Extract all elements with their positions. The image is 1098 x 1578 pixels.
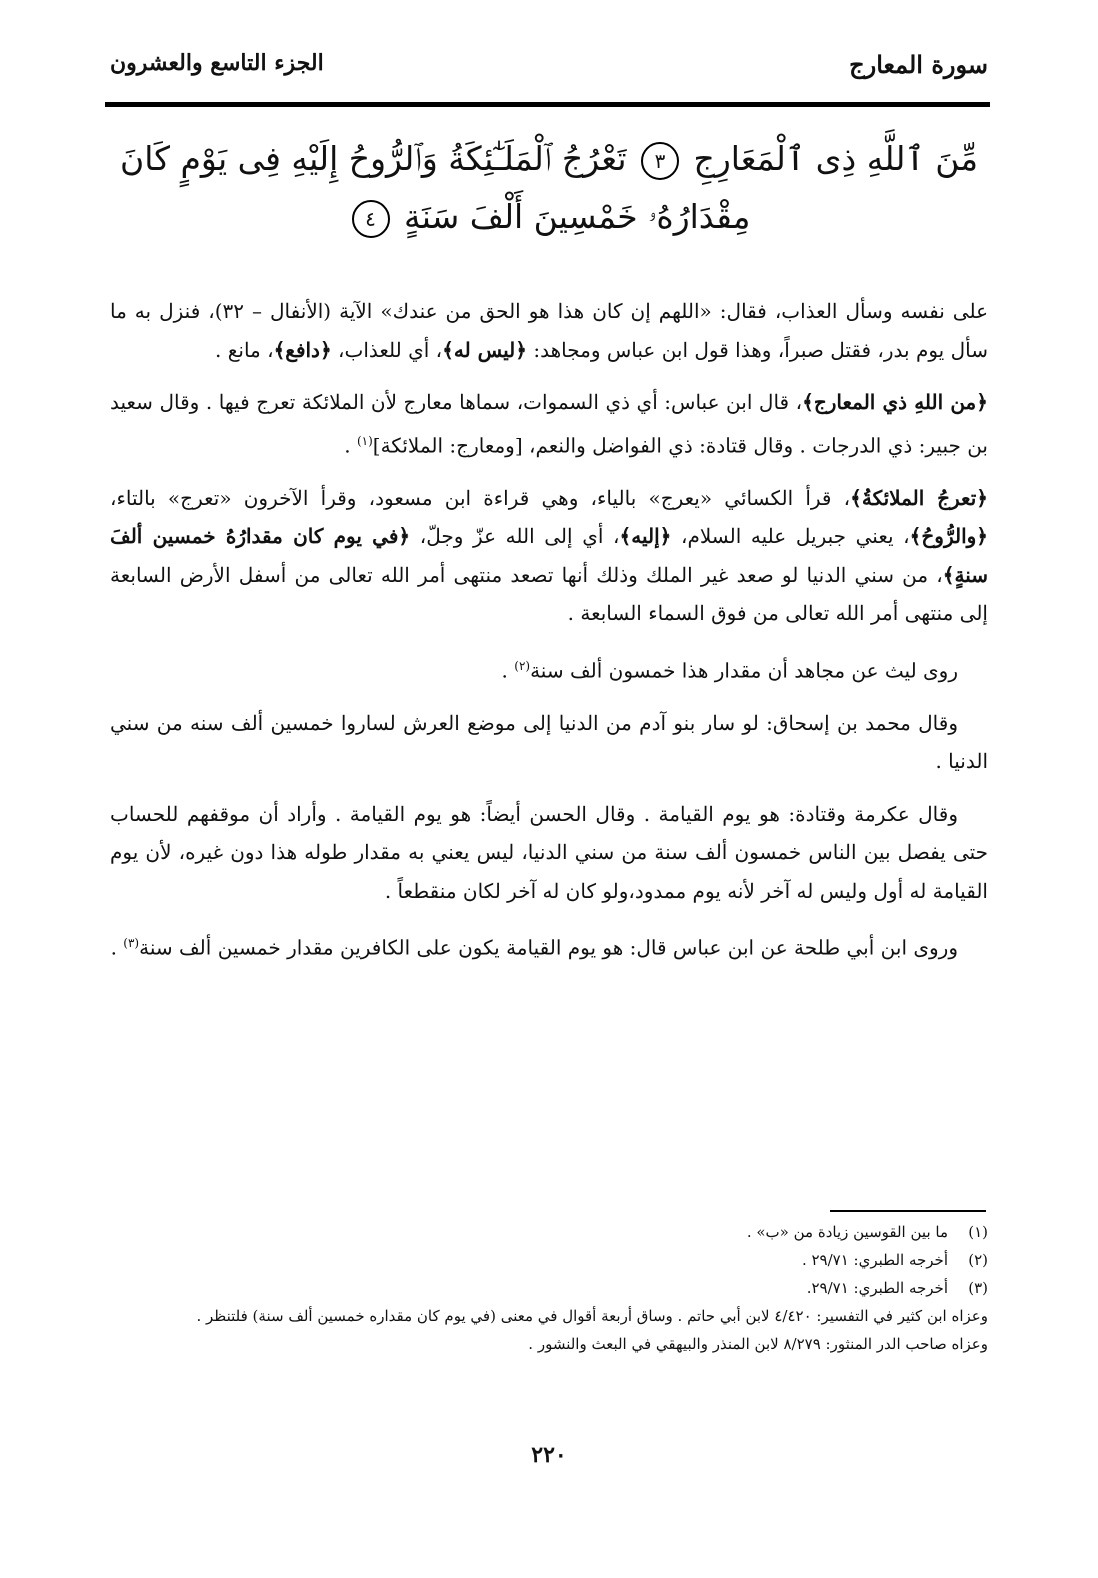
verse-end-marker-3: ٣ bbox=[641, 142, 679, 180]
footnote-number: (٣) bbox=[968, 1279, 988, 1297]
footnote-ref[interactable]: (٣) bbox=[123, 936, 140, 951]
running-header bbox=[110, 50, 988, 90]
verse-end-marker-4: ٤ bbox=[352, 200, 390, 238]
footnote-1 bbox=[110, 1218, 988, 1246]
text: ، أي إلى الله عزّ وجلّ، bbox=[410, 524, 620, 549]
text: ، من سني الدنيا لو صعد غير الملك وذلك أنها تصعد منتهى أمر الله تعالى من أسفل الأرض السابعة إلى منتهى أمر الله تعالى من فوق السماء السابعة . bbox=[110, 562, 988, 626]
tafsir-body bbox=[110, 292, 988, 981]
text: وروى ابن أبي طلحة عن ابن عباس قال: هو يوم القيامة يكون على الكافرين مقدار خمسين ألف سنة bbox=[139, 935, 958, 960]
quran-quote: ﴿والرُّوحُ﴾ bbox=[909, 524, 989, 549]
footnote-ref[interactable]: (٢) bbox=[514, 658, 531, 673]
footnote-2 bbox=[110, 1246, 988, 1274]
quran-verse bbox=[110, 130, 988, 246]
paragraph-5 bbox=[110, 704, 988, 781]
verse-text-2: تَعْرُجُ ٱلْمَلَـٰٓئِكَةُ وَٱلرُّوحُ إِلَيْهِ فِى يَوْمٍ كَانَ مِقْدَارُهُۥ خَمْسِينَ أَلْفَ سَنَةٍ bbox=[119, 139, 751, 236]
footnote-extra-1: وعزاه ابن كثير في التفسير: ٤/٤٢٠ لابن أبي حاتم . وساق أربعة أقوال في معنى (في يوم كان مقداره خمسين ألف سنة) فلتنظر . bbox=[196, 1307, 988, 1325]
paragraph-2 bbox=[110, 383, 988, 465]
paragraph-3 bbox=[110, 479, 988, 633]
quran-quote: ﴿ليس له﴾ bbox=[442, 337, 527, 362]
text: ، يعني جبريل عليه السلام، bbox=[671, 524, 910, 549]
text: ، مانع . bbox=[215, 337, 274, 362]
text: . bbox=[110, 935, 124, 960]
paragraph-6 bbox=[110, 795, 988, 911]
verse-text-1: مِّنَ ٱللَّهِ ذِى ٱلْمَعَارِجِ bbox=[693, 139, 978, 178]
text: ، أي للعذاب، bbox=[331, 337, 443, 362]
footnote-rule bbox=[830, 1210, 986, 1212]
surah-title: سورة المعارج bbox=[849, 50, 988, 79]
text: روى ليث عن مجاهد أن مقدار هذا خمسون ألف سنة bbox=[530, 658, 958, 683]
footnote-text: أخرجه الطبري: ٢٩/٧١ . bbox=[801, 1251, 948, 1269]
text: وقال عكرمة وقتادة: هو يوم القيامة . وقال الحسن أيضاً: هو يوم القيامة . وأراد أن موقفهم للحساب حتى يفصل بين الناس خمسون ألف سنة من سني الدنيا، ليس يعني به مقدار طوله هذا دون غيره، لأن يوم القيامة له أول وليس له آخر لأنه يوم ممدود،ولو كان له آخر لكان منقطعاً . bbox=[110, 801, 988, 903]
part-title: الجزء التاسع والعشرون bbox=[110, 50, 324, 76]
text: . bbox=[344, 433, 357, 458]
text: ، قرأ الكسائي «يعرج» بالياء، وهي قراءة ابن مسعود، وقرأ الآخرون «تعرج» بالتاء، bbox=[110, 485, 851, 510]
footnote-extra-2: وعزاه صاحب الدر المنثور: ٨/٢٧٩ لابن المنذر والبيهقي في البعث والنشور . bbox=[528, 1335, 988, 1353]
footnotes bbox=[110, 1218, 988, 1358]
footnote-ref[interactable]: (١) bbox=[356, 433, 373, 448]
text: ، قال ابن عباس: أي ذي السموات، سماها معارج لأن الملائكة تعرج فيها . وقال سعيد بن جبير: ذي الدرجات . وقال قتادة: ذي الفواضل والنعم، [ومعارج: الملائكة] bbox=[110, 390, 988, 458]
paragraph-4 bbox=[110, 647, 988, 690]
text: على نفسه وسأل العذاب، فقال: «اللهم إن كان هذا هو الحق من عندك» الآية (الأنفال – ٣٢)، فنزل به ما سأل يوم بدر، فقتل صبراً، وهذا قول ابن عباس ومجاهد: bbox=[110, 299, 988, 362]
footnote-text: أخرجه الطبري: ٢٩/٧١. bbox=[806, 1279, 948, 1297]
footnote-number: (١) bbox=[968, 1223, 988, 1241]
quran-quote: ﴿في يوم كان مقدارُهُ خمسين ألفَ سنةٍ﴾ bbox=[110, 524, 988, 587]
footnote-3 bbox=[110, 1274, 988, 1302]
text: . bbox=[501, 658, 515, 683]
page-number: ٢٢٠ bbox=[531, 1442, 567, 1468]
quran-quote: ﴿تعرجُ الملائكةُ﴾ bbox=[850, 485, 988, 510]
paragraph-7 bbox=[110, 924, 988, 967]
quran-quote: ﴿دافع﴾ bbox=[273, 337, 332, 362]
text: وقال محمد بن إسحاق: لو سار بنو آدم من الدنيا إلى موضع العرش لساروا خمسين ألف سنه من سني الدنيا . bbox=[110, 710, 988, 774]
footnote-text: ما بين القوسين زيادة من «ب» . bbox=[746, 1223, 948, 1241]
quran-quote: ﴿من اللهِ ذي المعارج﴾ bbox=[802, 390, 988, 414]
header-rule bbox=[105, 102, 990, 107]
paragraph-1 bbox=[110, 292, 988, 369]
footnote-number: (٢) bbox=[968, 1251, 988, 1269]
quran-quote: ﴿إليه﴾ bbox=[619, 524, 672, 549]
